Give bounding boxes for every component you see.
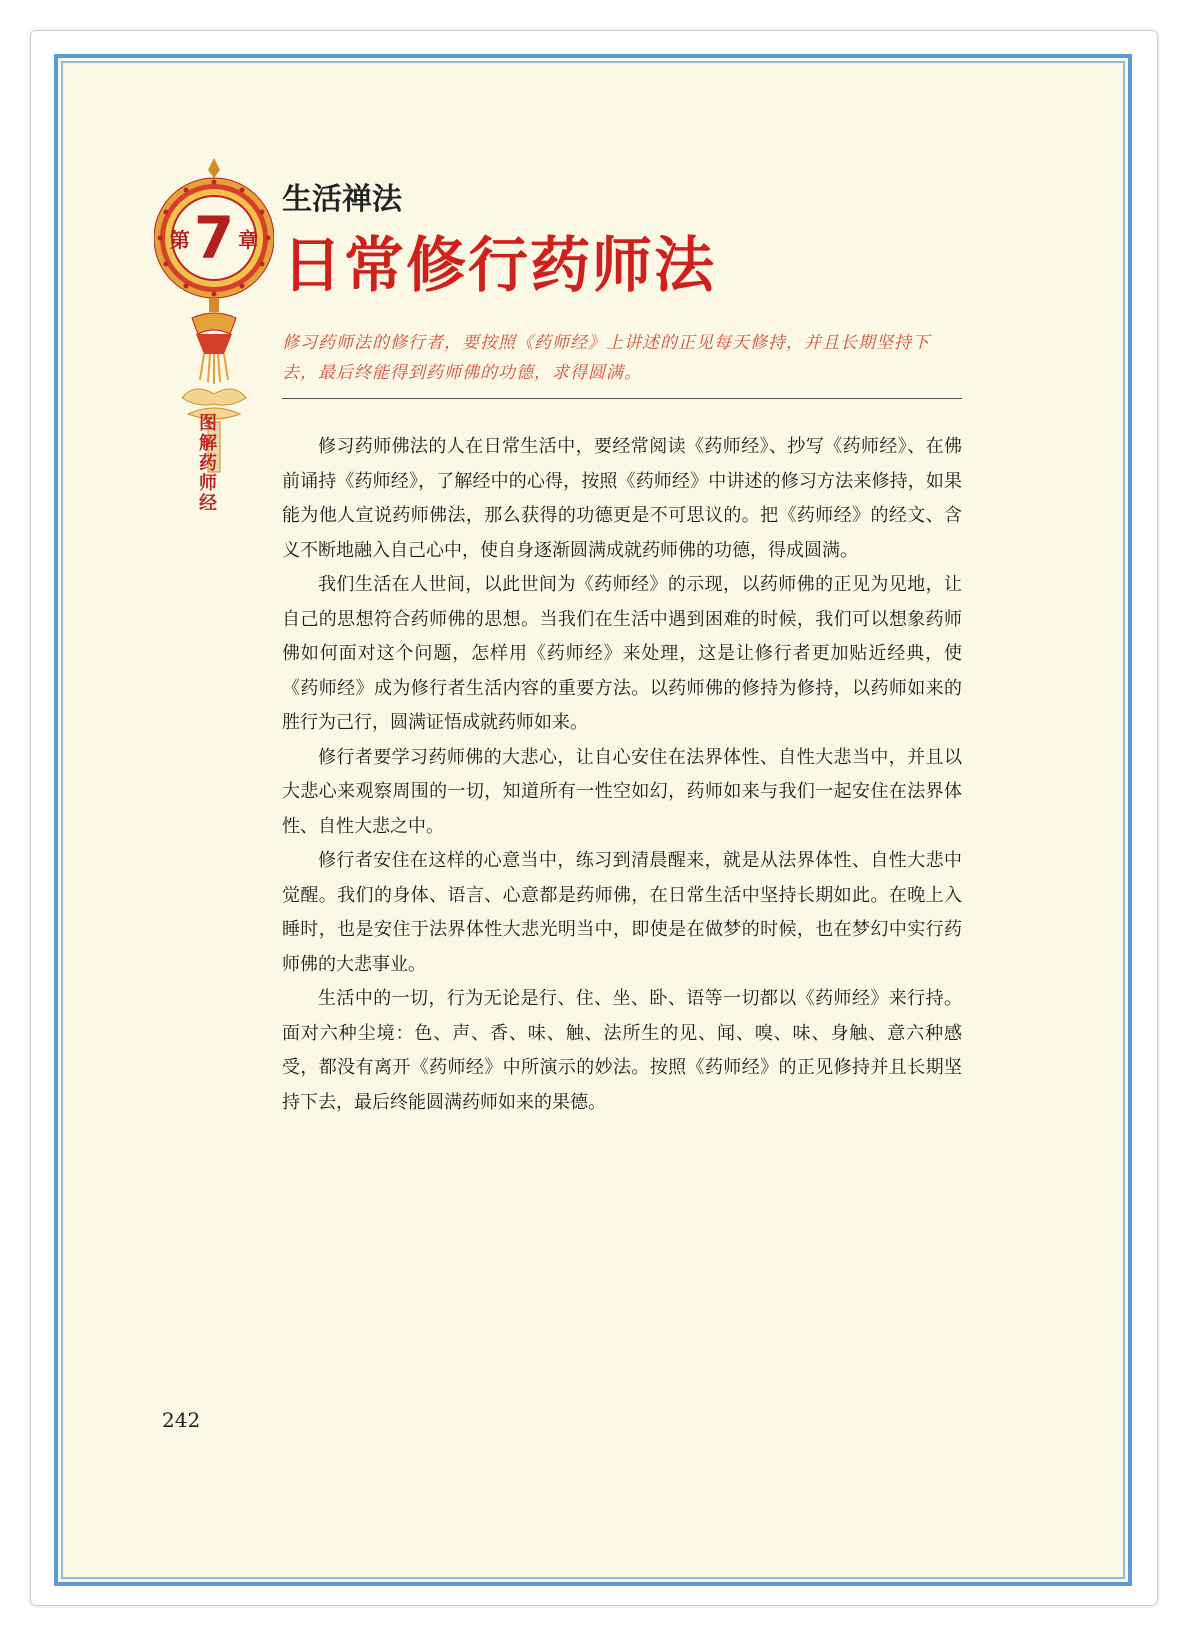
chapter-prefix: 第 xyxy=(169,227,190,252)
chapter-suffix: 章 xyxy=(238,227,259,252)
chapter-number-label xyxy=(154,204,274,272)
intro-summary: 修习药师法的修行者，要按照《药师经》上讲述的正见每天修持，并且长期坚持下去，最后终能得到药师佛的功德，求得圆满。 xyxy=(282,333,930,383)
chapter-number: 7 xyxy=(193,204,235,272)
paragraph: 修行者要学习药师佛的大悲心，让自心安住在法界体性、自性大悲当中，并且以大悲心来观察周围的一切，知道所有一性空如幻，药师如来与我们一起安住在法界体性、自性大悲之中。 xyxy=(282,746,962,837)
book-series-tag: 图解药师经 xyxy=(196,413,217,513)
paragraph: 修行者安住在这样的心意当中，练习到清晨醒来，就是从法界体性、自性大悲中觉醒。我们的身体、语言、心意都是药师佛，在日常生活中坚持长期如此。在晚上入睡时，也是安住于法界体性大悲光明当中，即使是在做梦的时候，也在梦幻中实行药师佛的大悲事业。 xyxy=(282,850,962,975)
page-title: 日常修行药师法 xyxy=(282,231,716,301)
paragraph: 生活中的一切，行为无论是行、住、坐、卧、语等一切都以《药师经》来行持。面对六种尘境：色、声、香、味、触、法所生的见、闻、嗅、味、身触、意六种感受，都没有离开《药师经》中所演示的妙法。按照《药师经》的正见修持并且长期坚持下去，最后终能圆满药师如来的果德。 xyxy=(282,988,962,1113)
book-page xyxy=(54,54,1132,1586)
paragraph: 我们生活在人世间，以此世间为《药师经》的示现，以药师佛的正见为见地，让自己的思想符合药师佛的思想。当我们在生活中遇到困难的时候，我们可以想象药师佛如何面对这个问题，怎样用《药师经》来处理，这是让修行者更加贴近经典，使《药师经》成为修行者生活内容的重要方法。以药师佛的修持为修持，以药师如来的胜行为己行，圆满证悟成就药师如来。 xyxy=(282,574,962,733)
paragraph: 修习药师佛法的人在日常生活中，要经常阅读《药师经》、抄写《药师经》、在佛前诵持《药师经》，了解经中的心得，按照《药师经》中讲述的修习方法来修持，如果能为他人宣说药师佛法，那么获得的功德更是不可思议的。把《药师经》的经文、含义不断地融入自己心中，使自身逐渐圆满成就药师佛的功德，得成圆满。 xyxy=(282,436,962,561)
body-text xyxy=(282,430,962,1120)
section-subtitle: 生活禅法 xyxy=(282,182,402,217)
page-number: 242 xyxy=(162,1408,201,1432)
divider xyxy=(282,398,962,399)
